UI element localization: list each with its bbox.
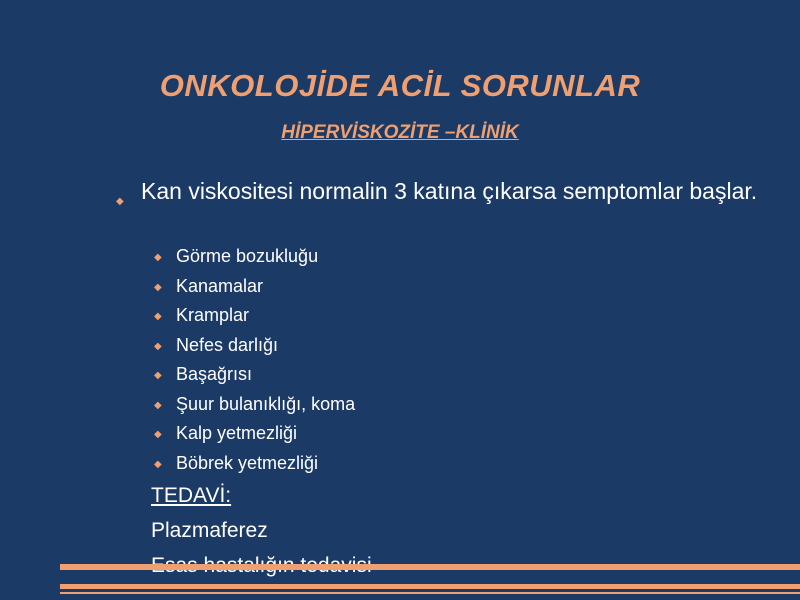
bullet-diamond-icon: ◆: [154, 252, 162, 263]
bullet-diamond-icon: ◆: [116, 196, 124, 207]
list-item: [154, 272, 355, 302]
decorative-stripe: [60, 584, 800, 589]
slide-title: ONKOLOJİDE ACİL SORUNLAR: [159, 68, 641, 103]
list-item-label: Nefes darlığı: [176, 334, 279, 355]
treatment-heading: TEDAVİ:: [151, 484, 232, 507]
list-item-label: Şuur bulanıklığı, koma: [176, 393, 356, 414]
symptom-list: [154, 242, 355, 478]
list-item-label: Kalp yetmezliği: [176, 423, 298, 443]
list-item: [154, 390, 355, 420]
bullet-diamond-icon: ◆: [154, 281, 162, 293]
decorative-stripe: [60, 564, 800, 570]
main-bullet: [116, 176, 766, 206]
bullet-diamond-icon: ◆: [154, 370, 162, 381]
list-item: [154, 301, 355, 331]
list-item-label: Kanamalar: [176, 275, 264, 296]
treatment-item: Plazmaferez: [151, 519, 268, 542]
list-item: [154, 242, 355, 272]
list-item-label: Görme bozukluğu: [176, 246, 319, 266]
list-item: [154, 419, 355, 449]
list-item-label: Başağrısı: [176, 364, 253, 384]
bullet-diamond-icon: ◆: [154, 311, 162, 322]
bullet-diamond-icon: ◆: [154, 458, 162, 470]
list-item-label: Böbrek yetmezliği: [176, 452, 319, 473]
bullet-diamond-icon: ◆: [154, 429, 162, 440]
decorative-stripe: [60, 592, 800, 594]
slide-subtitle: HİPERVİSKOZİTE –KLİNİK: [281, 122, 519, 143]
main-bullet-text: Kan viskositesi normalin 3 katına çıkarsa semptomlar başlar.: [141, 178, 758, 204]
list-item-label: Kramplar: [176, 305, 250, 325]
list-item: [154, 360, 355, 390]
list-item: [154, 331, 355, 361]
bullet-diamond-icon: ◆: [154, 340, 162, 352]
bullet-diamond-icon: ◆: [154, 399, 162, 411]
list-item: [154, 449, 355, 479]
